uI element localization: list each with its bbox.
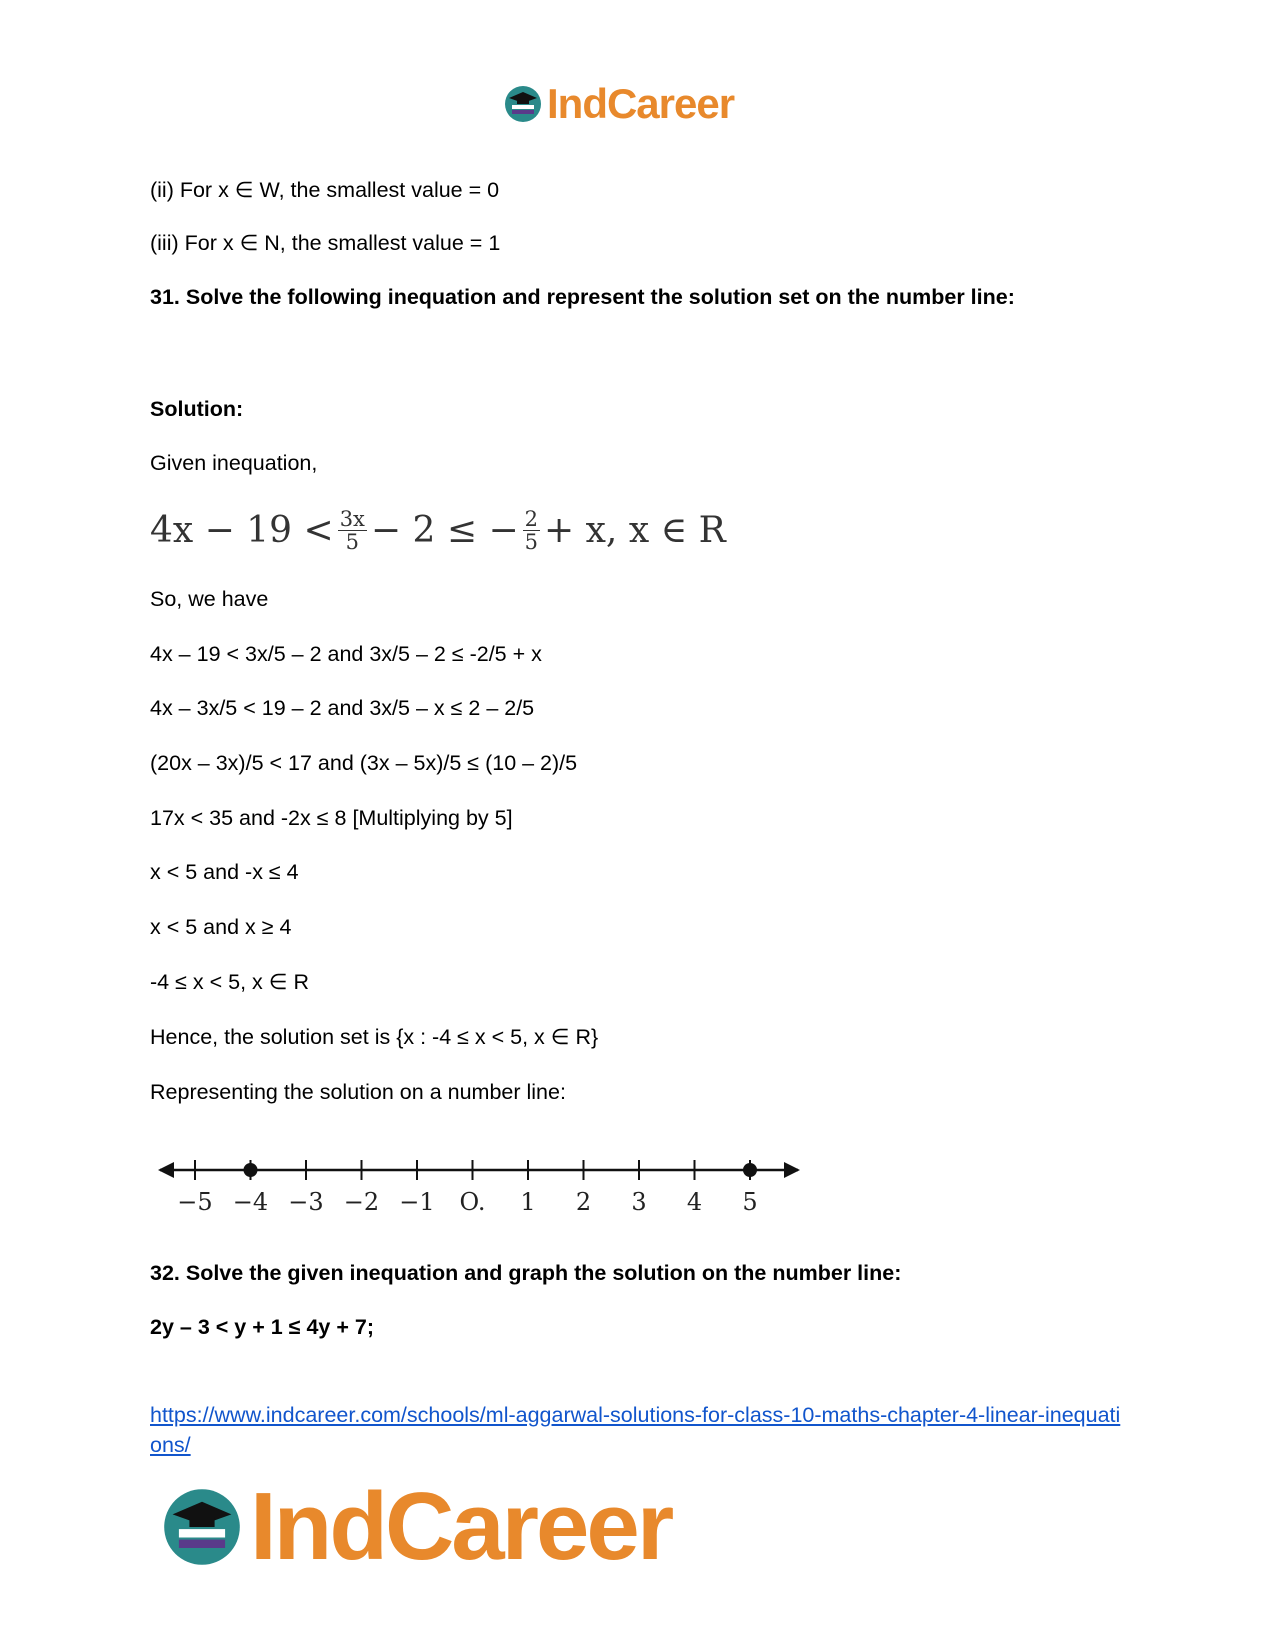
step-line: 17x < 35 and -2x ≤ 8 [Multiplying by 5] [150,806,513,830]
eq-fraction-2 [523,508,540,553]
question-32-expression: 2y – 3 < y + 1 ≤ 4y + 7; [150,1315,374,1339]
source-link[interactable]: https://www.indcareer.com/schools/ml-aggarwal-solutions-for-class-10-maths-chapter-4-linear-inequations/ [150,1403,1121,1457]
number-line-label: −5 [177,1188,213,1216]
step-line: 4x – 19 < 3x/5 – 2 and 3x/5 – 2 ≤ -2/5 + x [150,642,542,666]
number-line-label: 1 [520,1188,536,1216]
number-line-label: −3 [288,1188,324,1216]
frac1-denominator: 5 [345,530,359,554]
step-line: Representing the solution on a number line: [150,1080,566,1104]
item-iii: (iii) For x ∈ N, the smallest value = 1 [150,231,501,255]
number-line-label: 2 [575,1188,592,1216]
eq-part2: − 2 ≤ − [370,510,519,551]
graduation-cap-books-icon [160,1485,244,1569]
number-line-filled-point [743,1163,757,1177]
step-line: x < 5 and x ≥ 4 [150,915,292,939]
number-line-label: 3 [631,1188,647,1216]
number-line-label: −2 [343,1188,380,1216]
indcareer-logo-top [503,80,734,128]
given-inequation [150,508,726,553]
step-line: x < 5 and -x ≤ 4 [150,860,299,884]
eq-part1: 4x − 19 < [150,510,334,551]
logo-text: IndCareer [547,80,735,127]
indcareer-logo-bottom [160,1472,671,1582]
question-32: 32. Solve the given inequation and graph the solution on the number line: [150,1261,902,1285]
question-31: 31. Solve the following inequation and represent the solution set on the number line: [150,285,1015,309]
graduation-cap-books-icon [503,84,543,124]
step-line: Hence, the solution set is {x : -4 ≤ x < 5, x ∈ R} [150,1025,599,1049]
given-text: Given inequation, [150,451,318,475]
number-line-label: O. [459,1188,486,1216]
frac2-numerator: 2 [524,507,539,531]
step-line: -4 ≤ x < 5, x ∈ R [150,970,309,994]
number-line-label: −4 [232,1188,269,1216]
frac2-denominator: 5 [524,530,539,554]
eq-part3: + x, x ∈ R [544,510,726,551]
item-ii: (ii) For x ∈ W, the smallest value = 0 [150,178,500,202]
step-line: 4x – 3x/5 < 19 – 2 and 3x/5 – x ≤ 2 – 2/5 [150,696,535,720]
logo-text: IndCareer [250,1473,672,1580]
solution-label: Solution: [150,397,244,421]
frac1-numerator: 3x [339,507,365,531]
number-line-label: −1 [399,1188,435,1216]
number-line-label: 5 [742,1188,758,1216]
step-line: (20x – 3x)/5 < 17 and (3x – 5x)/5 ≤ (10 – 2)/5 [150,751,578,775]
eq-fraction-1 [338,508,367,553]
number-line [150,1146,810,1226]
step-line: So, we have [150,587,269,611]
number-line-label: 4 [686,1188,703,1216]
number-line-filled-point [244,1163,258,1177]
